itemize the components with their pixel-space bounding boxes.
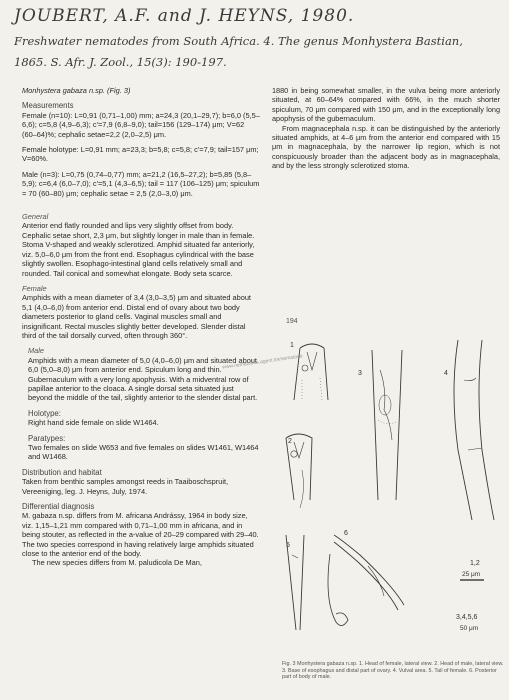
scale1-label: 1,2 — [470, 560, 480, 567]
fig-label-3: 3 — [358, 370, 362, 377]
fig-label-5: 5 — [286, 542, 290, 549]
differential-text-continued: The new species differs from M. paludicola De Man, — [32, 558, 202, 568]
scale1-value: 25 μm — [462, 571, 481, 578]
right-paragraph-2: From magnacephala n.sp. it can be distinguished by the anteriorly situated amphids, at 4–6 μm from the anterior end compared with 15 μm in magnacephala, by the narrower lip region, which is not conspicuously broader than the adjacent body as in magnacephala, and by the less strongly sclerotized stoma. — [272, 123, 500, 171]
female-heading: Female — [22, 283, 47, 293]
male-measurements: Male (n=3): L=0,75 (0,74–0,77) mm; a=21,2 (16,5–27,2); b=5,85 (5,8–5,9); c=6,4 (6,0–7,0); c'=5,1 (4,3–6,5); tail = 117 (106–125) μm; spiculum = 70 (60–80) μm; cephalic setae = 2,5 (2,0–3,0) μm. — [22, 169, 260, 198]
fig4-vulval-area-drawing — [454, 340, 494, 520]
distribution-text: Taken from benthic samples amongst reeds in Taaiboschspruit, Vereeniging, leg. J. Heyns, July, 1974. — [22, 477, 229, 496]
fig1-female-head-drawing — [294, 344, 328, 400]
fig5-female-tail-drawing — [286, 535, 304, 630]
fig2-male-head-drawing — [286, 434, 312, 508]
watermark: www.nematodes.agent.tm/nematode — [221, 353, 304, 371]
paratypes-heading: Paratypes: — [28, 433, 66, 443]
fig6-male-posterior-drawing — [328, 535, 404, 626]
male-heading: Male — [28, 346, 45, 356]
right-column — [272, 86, 500, 171]
citation-journal: 1865. S. Afr. J. Zool., 15(3): 190-197. — [14, 55, 227, 69]
differential-heading: Differential diagnosis — [22, 502, 95, 512]
fig3-esophagus-base-drawing — [372, 350, 402, 500]
measurements-heading: Measurements — [22, 101, 74, 111]
female-measurements: Female (n=10): L=0,91 (0,71–1,00) mm; a=24,3 (20,1–29,7); b=6,0 (5,5–6,6); c=5,8 (4,9–6,3); c'=7,9 (6,8–9,0); tail=156 (129–174) μm; V=62 (60–64)%; cephalic setae=2,2 (2,0–2,5) μm. — [22, 110, 260, 139]
left-column — [22, 86, 260, 568]
figure-caption: Fig. 3 Monhystera gabaza n.sp. 1. Head of female, lateral view. 2. Head of male, lateral view. 3. Base of esophagus and distal part of ovary. 4. Vulval area. 5. Tail of female. 6. Posterior part of body of male. — [282, 661, 504, 681]
female-text: Amphids with a mean diameter of 3,4 (3,0–3,5) μm and situated about 5,1 (4,0–6,0) from anterior end. Distal end of ovary about two body diameters posterior to gland cells. Vaginal muscles small and insignificant. Rectal muscles slightly better developed. Slender distal third of the tail dorsally curved, often through 360°. — [22, 293, 251, 340]
general-heading: General — [22, 212, 49, 222]
page-number: 194 — [286, 318, 298, 325]
scale2-value: 50 μm — [460, 625, 479, 632]
distribution-heading: Distribution and habitat — [22, 467, 102, 477]
citation-title: Freshwater nematodes from South Africa. 4. The genus Monhystera Bastian, — [14, 34, 463, 48]
differential-text: M. gabaza n.sp. differs from M. africana Andrássy, 1964 in body size, viz. 1,15–1,21 mm compared with 0,71–1,00 mm in africana, and in being stouter, as reflected in the a-value of 20–29 compared with 29–40. The two species correspond in having relatively large amphids situated close to the anterior end of the body. — [22, 511, 259, 559]
nematode-drawings — [272, 330, 504, 630]
male-text: Amphids with a mean diameter of 5,0 (4,0–6,0) μm and situated about 6,0 (5,0–8,0) μm from anterior end. Spiculum long and thin. Gubernaculum with a very long apophysis. With a midventral row of papillae anterior to the cloaca. A single dorsal seta situated just beyond the middle of the tail, slightly anterior to the slender distal part. — [28, 355, 258, 403]
figure-3 — [272, 330, 504, 630]
general-text: Anterior end flatly rounded and lips very slightly offset from body. Cephalic setae short, 2,3 μm, but slightly longer in male than in female. Stoma V-shaped and weakly sclerotized. Amphid situated far anteriorly, viz. 5,0–6,0 μm from the front end. Esophagus cylindrical with the base slightly swollen. Esophago-intestinal gland cells relatively small and rounded. Tail conical and somewhat elongate. Body seta scarce. — [22, 221, 255, 278]
holotype-heading: Holotype: — [28, 408, 61, 418]
fig-label-6: 6 — [344, 530, 348, 537]
holotype-measurements: Female holotype: L=0,91 mm; a=23,3; b=5,8; c=5,8; c'=7,9; tail=157 μm; V=60%. — [22, 145, 259, 164]
citation-authors: JOUBERT, A.F. and J. HEYNS, 1980. — [14, 6, 355, 26]
fig-label-2: 2 — [288, 438, 292, 445]
paratypes-text: Two females on slide W653 and five females on slides W1461, W1464 and W1468. — [28, 443, 259, 462]
species-title: Monhystera gabaza n.sp. (Fig. 3) — [22, 86, 131, 95]
fig-label-1: 1 — [290, 342, 294, 349]
scale2-label: 3,4,5,6 — [456, 614, 478, 621]
right-paragraph-1: 1880 in being somewhat smaller, in the vulva being more anteriorly situated, at 60–64% compared with 66%, in the much shorter spiculum, 70 μm compared with 150 μm, and in the exceptionally long apophysis of the gubernaculum. — [272, 86, 500, 124]
holotype-text: Right hand side female on slide W1464. — [28, 418, 159, 428]
fig-label-4: 4 — [444, 370, 448, 377]
